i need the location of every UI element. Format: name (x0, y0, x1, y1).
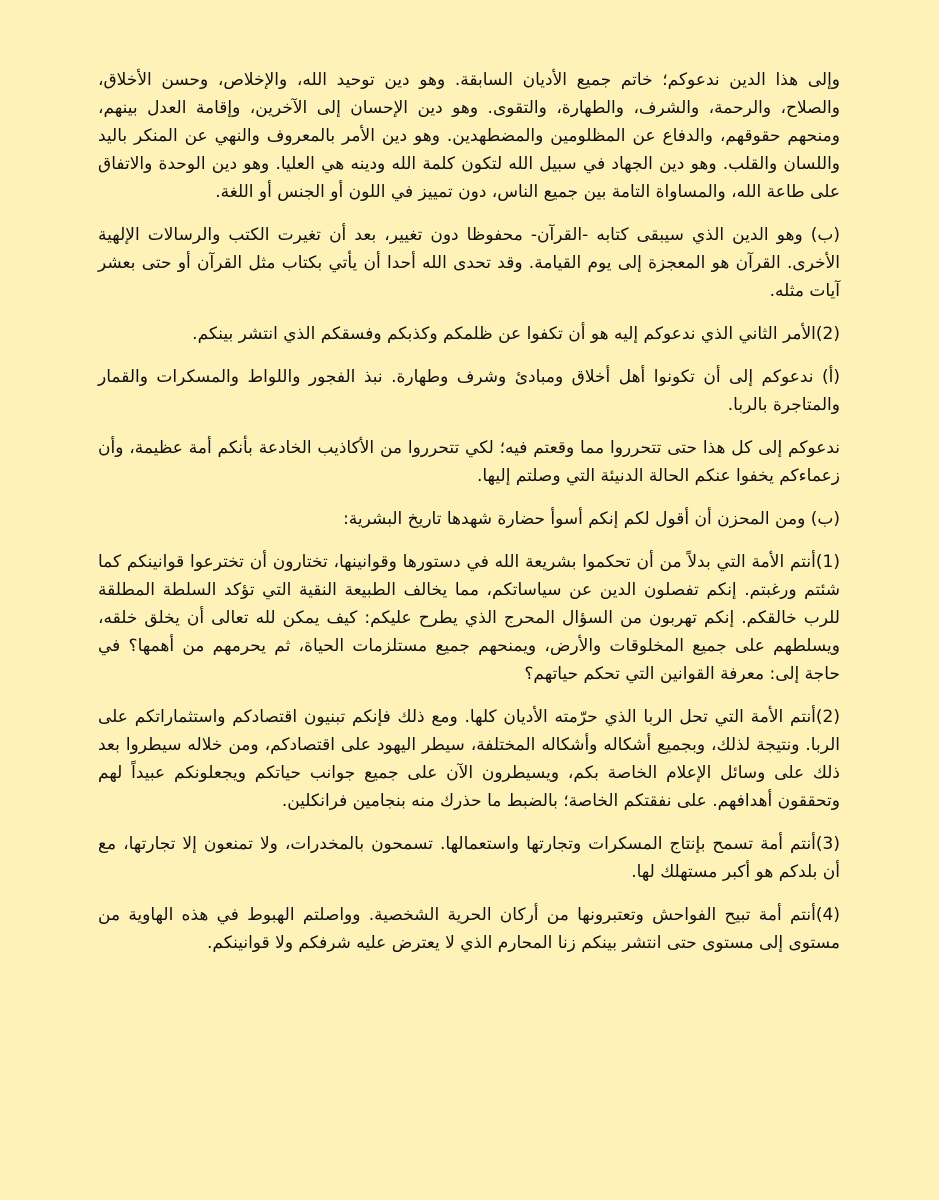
paragraph-religion-description: وإلى هذا الدين ندعوكم؛ خاتم جميع الأديان السابقة. وهو دين توحيد الله، والإخلاص، وحسن الأخلاق، والصلاح، والرحمة، والشرف، والطهارة، والتقوى. وهو دين الإحسان إلى الآخرين، وإقامة العدل بينهم، ومنحهم حقوقهم، والدفاع عن المظلومين والمضطهدين. وهو دين الأمر بالمعروف والنهي عن المنكر باليد واللسان والقلب. وهو دين الجهاد في سبيل الله لتكون كلمة الله ودينه هي العليا. وهو دين الوحدة والاتفاق على طاعة الله، والمساواة التامة بين جميع الناس، دون تمييز في اللون أو الجنس أو اللغة. (98, 70, 840, 202)
paragraph-item-2-usury: (2)أنتم الأمة التي تحل الربا الذي حرّمته الأديان كلها. ومع ذلك فإنكم تبنيون اقتصادكم واستثماراتكم على الربا. ونتيجة لذلك، وبجميع أشكاله وأشكاله المختلفة، سيطر اليهود على اقتصادكم، ومن خلاله سيطروا بعد ذلك على وسائل الإعلام الخاصة بكم، ويسيطرون الآن على جميع جوانب حياتكم ويجعلونكم عبيداً لهم وتحققون أهدافهم. على نفقتكم الخاصة؛ بالضبط ما حذرك منه بنجامين فرانكلين. (98, 707, 840, 811)
paragraph-liberation: ندعوكم إلى كل هذا حتى تتحرروا مما وقعتم فيه؛ لكي تتحرروا من الأكاذيب الخادعة بأنكم أمة عظيمة، وأن زعماءكم يخفوا عنكم الحالة الدنيئة التي وصلتم إليها. (98, 438, 840, 486)
paragraph-item-1-laws: (1)أنتم الأمة التي بدلاً من أن تحكموا بشريعة الله في دستورها وقوانينها، تختارون أن تخترعوا قوانينكم كما شئتم ورغبتم. إنكم تفصلون الدين عن سياساتكم، مما يخالف الطبيعة النقية التي تؤكد السلطة المطلقة للرب خالقكم. إنكم تهربون من السؤال المحرج الذي يطرح عليكم: كيف يمكن لله تعالى أن يخلق خلقه، ويسلطهم على جميع المخلوقات والأرض، ويمنحهم جميع مستلزمات الحياة، ثم يحرمهم من أهمها؟ في حاجة إلى: معرفة القوانين التي تحكم حياتهم؟ (98, 552, 840, 684)
paragraph-item-4-immorality: (4)أنتم أمة تبيح الفواحش وتعتبرونها من أركان الحرية الشخصية. وواصلتم الهبوط في هذه الهاوية من مستوى إلى مستوى حتى انتشر بينكم زنا المحارم الذي لا يعترض عليه شرفكم ولا قوانينكم. (98, 905, 840, 953)
paragraph-b-civilization: (ب) ومن المحزن أن أقول لكم إنكم أسوأ حضارة شهدها تاريخ البشرية: (343, 509, 840, 529)
paragraph-item-3-intoxicants: (3)أنتم أمة تسمح بإنتاج المسكرات وتجارتها واستعمالها. تسمحون بالمخدرات، ولا تمنعون إلا تجارتها، مع أن بلدكم هو أكبر مستهلك لها. (98, 834, 840, 882)
paragraph-b-quran: (ب) وهو الدين الذي سيبقى كتابه -القرآن- محفوظا دون تغيير، بعد أن تغيرت الكتب والرسالات الإلهية الأخرى. القرآن هو المعجزة إلى يوم القيامة. وقد تحدى الله أحدا أن يأتي بكتاب مثل القرآن أو حتى بعشر آيات مثله. (98, 225, 840, 301)
paragraph-second-matter: (2)الأمر الثاني الذي ندعوكم إليه هو أن تكفوا عن ظلمكم وكذبكم وفسقكم الذي انتشر بينكم. (192, 324, 840, 344)
paragraph-a-morals: (أ) ندعوكم إلى أن تكونوا أهل أخلاق ومبادئ وشرف وطهارة. نبذ الفجور واللواط والمسكرات والقمار والمتاجرة بالربا. (98, 367, 840, 415)
document-text-body (98, 66, 840, 972)
